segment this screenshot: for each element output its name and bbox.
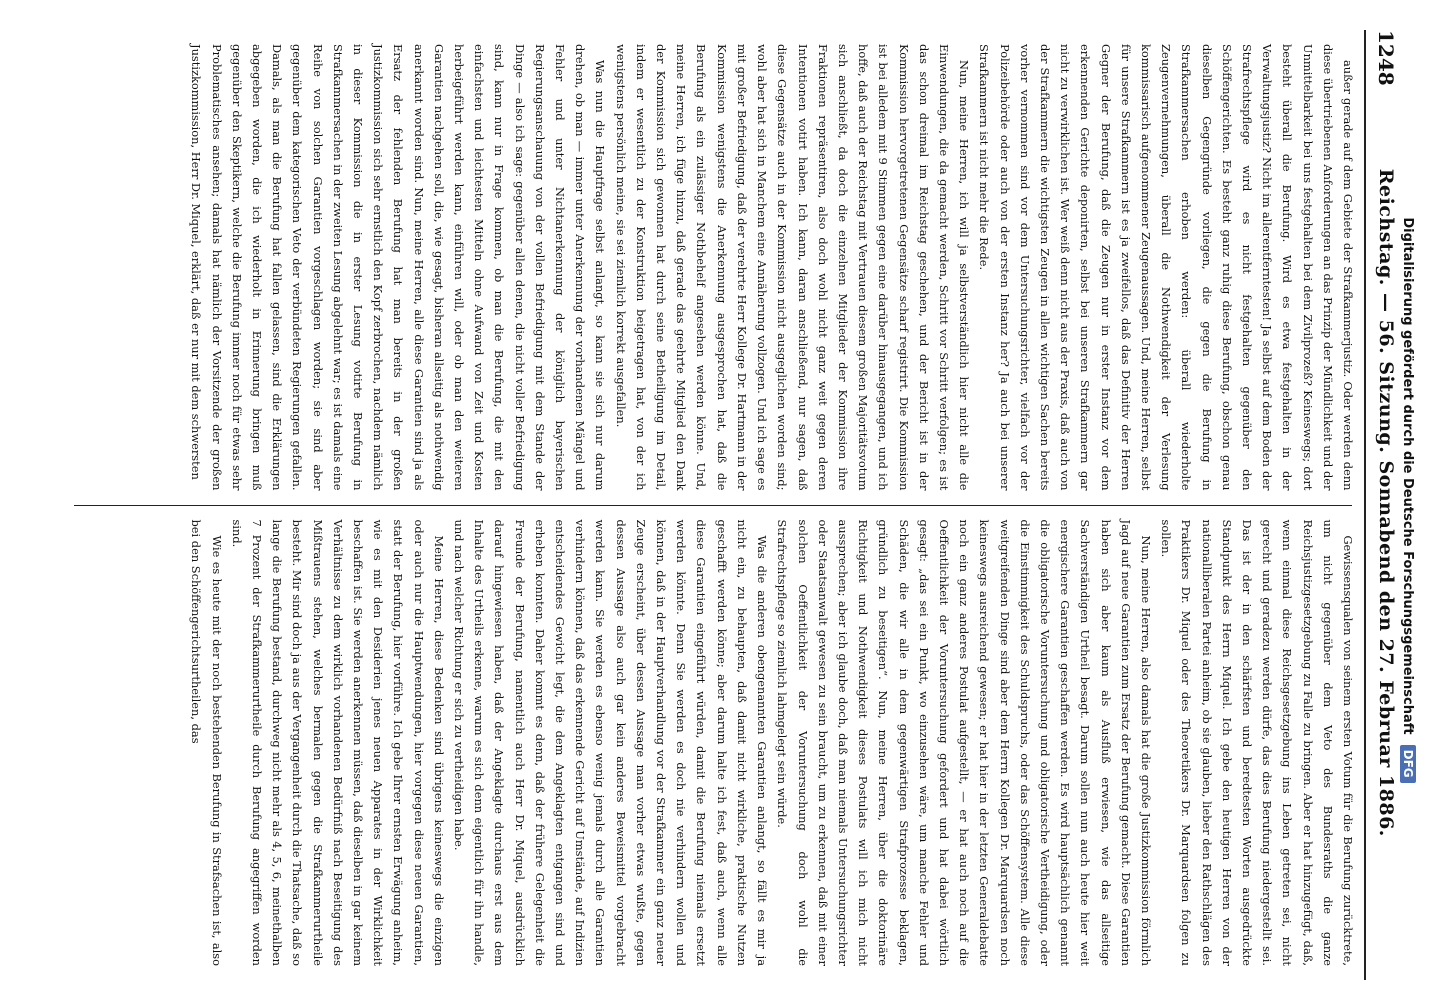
dfg-logo: DFG xyxy=(1400,745,1416,783)
paragraph: Gewissensqualen von seinem ersten Votum für die Berufung zurücktrete, um nicht gegenüber dem Veto des Bundesraths die ganze Reichsjustizgesetzgebung zu Falle zu bringen. Aber er hat hinzugefügt, daß, wenn einmal diese Reichsgesetzgebung ins Leben getreten sei, nicht gerecht und geradezu werden dürfe, das dies Berufung niedergestellt sei. Das ist der in den schärfsten und beredtesten Worten ausgedrückte Standpunkt des Herrn Miquel. Ich gebe den heutigen Herren von der nationalliberalen Partei anheim, ob sie glauben, lieber den Rathschlägen des Praktikers Dr. Miquel oder des Theoretikers Dr. Marquardsen folgen zu sollen. xyxy=(1159,519,1355,966)
document-page xyxy=(56,0,1416,1000)
digitization-credit xyxy=(1388,0,1432,1000)
paragraph: Meine Herren, diese Bedenken sind übrigens keineswegs die einzigen oder auch nur die Hauptwendungen, hier vorgegen diese neuen Garantien, statt der Berufung, hier vorführe. Ich gebe Ihrer ernsten Erwägung anheim, wie es mit den Desiderien jenes neuen Apparates in der Wirklichkeit beschaffen ist. Sie werden anerkennen müssen, daß dieselben in gar keinem Verhältnisse zu dem wirklich vorhandenen Bedürfniß nach Beseitigung des Mißtrauens stehen, welches bermalen gegen die Strafkammerurtheile besteht. Mir sind doch ja aus der Vergangenheit durch die Thatsache, daß so lange die Berufung bestand, durchweg nicht mehr als 4, 5, 6, meinethalben 7 Prozent der Strafkammerurtheile durch Berufung angegriffen worden sind. xyxy=(229,519,446,966)
paragraph: außer gerade auf dem Gebiete der Strafkammerjustiz. Oder werden denn diese übertriebenen Anforderungen an das Prinzip der Mündlichkeit und der Unmittelbarkeit bei uns festgehalten bei dem Zivilprozeß? Keineswegs; dort besteht überall die Berufung. Wird es etwa festgehalten in der Verwaltungsjustiz? Nicht im allerentferntesten! Ja selbst auf dem Boden der Strafrechtspflege wird es nicht festgehalten gegenüber den Schöffengerichten. Es besteht ganz ruhig diese Berufung, obschon genau dieselben Gegengründe vorliegen, die gegen die Berufung in Strafkammersachen erhoben werden: überall wiederholte Zeugenvernehmungen, überall die Nothwendigkeit der Verlesung kommissarisch aufgenommener Zeugenaussagen. Und, meine Herren, selbst für unsere Strafkammern ist es ja zweifellos, daß das Definitiv der Herren Gegner der Berufung, daß die Zeugen nur in erster Instanz vor dem erkennenden Gerichte deponirten, selbst bei unseren Strafkammern gar nicht zu verwirklichen ist. Wer weiß denn nicht aus der Praxis, daß auch von der Strafkammern die wichtigsten Zeugen in allen wichtigen Sachen bereits vorher vernommen sind vor dem Untersuchungsrichter, vielfach vor der Polizeibehörde oder auch von der ersten Instanz her? Ja auch bei unserer Strafkammern ist nicht mehr die Rede. xyxy=(977,44,1355,491)
header-title: Reichstag. — 56. Sitzung. Sonnabend den 27. Februar 1886. xyxy=(1375,168,1397,837)
paragraph: Was die anderen obengenannten Garantien anlangt, so fällt es mir ja nicht ein, zu behaupten, daß damit nicht wirkliche, praktische Nutzen geschafft werden könne; aber darum halte ich fest, daß auch, wenn alle diese Garantien eingeführt würden, damit die Berufung niemals ersetzt werden könnte. Denn Sie werden es doch nie verhindern wollen und können, daß in der Hauptverhandlung vor der Strafkammer ein ganz neuer Zeuge erscheint, über dessen Aussage man vorher etwas wußte, gegen dessen Aussage also auch gar kein anderes Beweismittel vorgebracht werden kann. Sie werden es ebenso wenig jemals durch alle Garantien verhindern können, daß das erkennende Gericht auf Umstände, auf Indizien entscheidendes Gewicht legt, die dem Angeklagten entgangen sind und erheben konnten. Daher kommt es denn, daß der frühere Gelegenheit die Freunde der Berufung, namentlich auch Herr Dr. Miquel, ausdrücklich darauf hingewiesen haben, daß der Angeklagte durchaus erst aus dem Inhalte des Urtheils erkenne, warum es sich denn eigentlich für ihn handle, und nach welcher Richtung er sich zu vertheidigen habe. xyxy=(452,519,770,966)
text-columns xyxy=(68,30,1358,980)
page-number: 1248 xyxy=(1374,30,1398,86)
column-left xyxy=(68,30,1358,505)
paragraph: Was nun die Hauptfrage selbst anlangt, so kann sie sich nur darum drehen, ob man — immer unter Anerkennung der vorhandenen Mängel und Fehler und unter Nichtanerkennung der königlich bayerischen Regierungsanschauung von der vollen Befriedigung mit dem Stande der Dinge — also ich sage: gegenüber allen denen, die nicht voller Befriedigung sind, kann nur in Frage kommen, ob man die Berufung, die mit den einfachsten und leichtesten Mitteln ohne Aufwand von Zeit und Kosten herbeigeführt werden kann, einführen will, oder ob man den weiteren Garantien nachgehen soll, die, wie gesagt, bisheran allseitig als nothwendig anerkannt worden sind. Nun, meine Herren, alle diese Garantien sind ja als Ersatz der fehlenden Berufung hat man bereits in der großen Justizkommission sich sehr ernstlich den Kopf zerbrochen, nachdem nämlich in dieser Kommission die in erster Lesung votirte Berufung in Strafkammersachen in der zweiten Lesung abgelehnt war; es ist damals eine Reihe von solchen Garantien vorgeschlagen worden; sie sind aber gegenüber dem kategorischen Veto der verbündeten Regierungen gefallen. Damals, als man die Berufung hat fallen gelassen, sind die Erklärungen abgegeben worden, die ich wiederholt in Erinnerung bringen muß gegenüber den Skeptikern, welche die Berufung immer noch für etwas sehr Problematisches ansehen; damals hat nämlich der Vorsitzende der großen Justizkommission, Herr Dr. Miquel, erklärt, daß er nur mit dem schwersten xyxy=(189,44,608,491)
paragraph: Nun, meine Herren, ich will ja selbstverständlich hier nicht alle die Einwendungen, die da gemacht werden, Schritt vor Schritt verfolgen; es ist das schon dreimal im Reichstag geschehen, und der Bericht ist in der Kommission hervorgetretenen Gegensätze scharf registrirt. Die Kommission ist bei alledem mit 9 Stimmen gegen eine darüber hinausgegangen, und ich hoffe, daß auch der Reichstag mit Vertrauen diesem großen Majoritätsvotum sich anschließt, da doch die einzelnen Mitglieder der Kommission ihre Fraktionen repräsentiren, also doch wohl nicht ganz weit gegen deren Intentionen votirt haben. Ich kann, daran anschließend, nur sagen, daß diese Gegensätze auch in der Kommission nicht ausgeglichen worden sind; wohl aber hat sich in Manchem eine Annäherung vollzogen. Und ich sage es mit großer Befriedigung, daß der verehrte Herr Kollege Dr. Hartmann in der Kommission wenigstens die Anerkennung ausgesprochen hat, daß die Berufung als ein zulässiger Nothbehelf angesehen werden könne. Und, meine Herren, ich füge hinzu, daß gerade das geehrte Mitglied den Dank der Kommission sich gewonnen hat durch seine Betheiligung im Detail, indem er wesentlich zu der Konstruktion beigetragen hat, von der ich wenigstens persönlich meine, sie sei ziemlich korrekt ausgefallen. xyxy=(613,44,972,491)
paragraph: Nun, meine Herren, also damals hat die große Justizkommission förmlich Jagd auf neue Garantien zum Ersatz der Berufung gemacht. Diese Garantien haben sich aber kaum als Ausfluß erwiesen, wie das allseitige Sachverständigen Urtheil besagt. Darum sollen nun auch heute hier weit energischere Garantien geschaffen werden. Es wird hauptsächlich genannt die obligatorische Voruntersuchung und obligatorische Vertheidigung, oder die Einstimmigkeit des Schuldspruchs, oder das Schöffensystem. Alle diese weitgreifenden Dinge sind aber dem Herrn Kollegen Dr. Marquardsen noch keineswegs ausreichend gewesen; er hat hier in der letzten Generaldebatte noch ein ganz anderes Postulat aufgestellt, — er hat auch noch auf die Oeffentlichkeit der Voruntersuchung gefordert und hat dabei wörtlich gesagt: „das sei ein Punkt, wo einzusehen wäre, um manche Fehler und Schäden, die wir alle in dem gegenwärtigen Strafprozesse beklagen, gründlich zu beseitigen“. Nun, meine Herren, über die doktorinäre Richtigkeit und Nothwendigkeit dieses Postulats will ich mich nicht aussprechen; aber ich glaube doch, daß man niemals Untersuchungsrichter oder Staatsanwalt gewesen zu sein braucht, um zu erkennen, daß mit einer solchen Oeffentlichkeit der Voruntersuchung doch wohl die Strafrechtspflege so ziemlich lahmgelegt sein würde. xyxy=(775,519,1153,966)
credit-text-row xyxy=(1388,0,1428,1000)
paragraph: Wie es heute mit der noch bestehenden Berufung in Strafsachen ist, also bei den Schöffengerichtsurtheilen, das xyxy=(189,519,224,966)
credit-text: Digitalisierung gefördert durch die Deutsche Forschungsgemeinschaft xyxy=(1400,217,1416,735)
column-right xyxy=(68,506,1358,981)
